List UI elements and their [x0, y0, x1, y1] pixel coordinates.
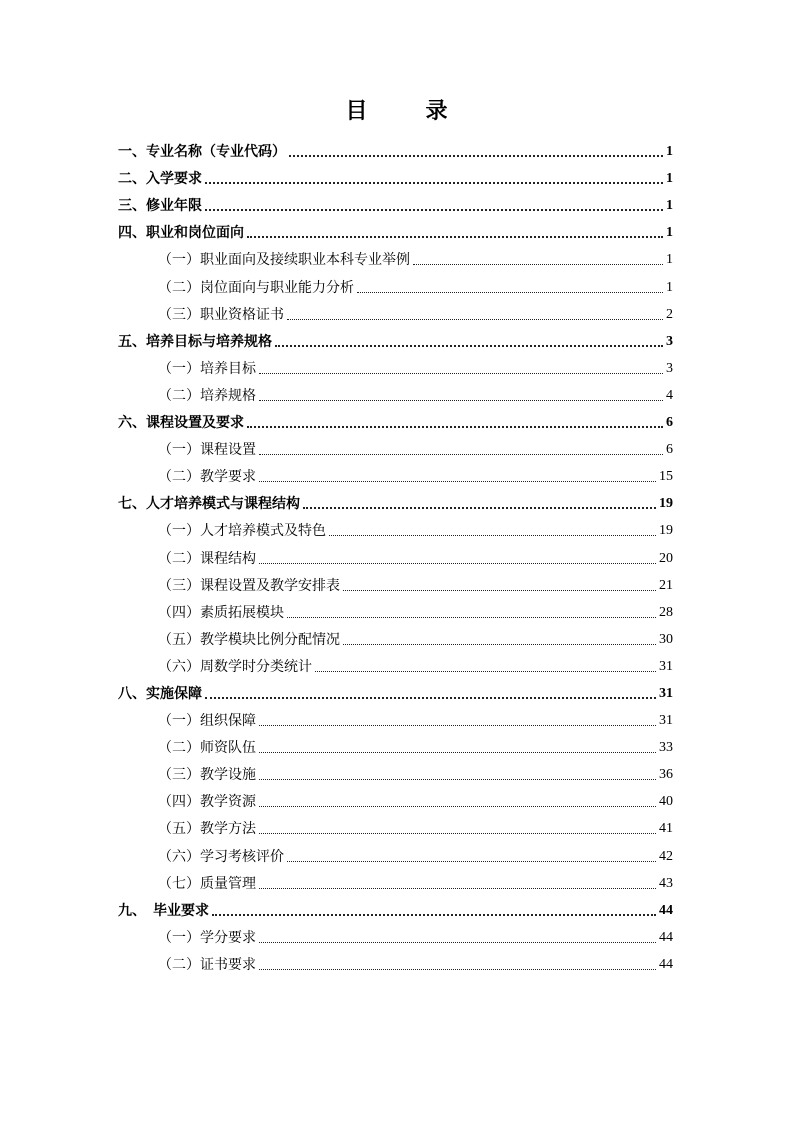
- toc-entry-label: （二）证书要求: [158, 956, 256, 973]
- toc-chapter-entry[interactable]: [118, 217, 673, 244]
- toc-section-entry[interactable]: [118, 759, 673, 786]
- toc-entry-label: 八、实施保障: [118, 685, 202, 702]
- toc-section-entry[interactable]: [118, 868, 673, 895]
- dot-leader: [205, 182, 663, 184]
- dot-leader: [259, 833, 656, 834]
- toc-page-number: 6: [666, 415, 673, 431]
- dot-leader: [289, 155, 663, 157]
- toc-page-number: 1: [666, 144, 673, 160]
- dot-leader: [259, 942, 656, 943]
- toc-chapter-entry[interactable]: [118, 190, 673, 217]
- dot-leader: [343, 590, 656, 591]
- toc-chapter-entry[interactable]: [118, 895, 673, 922]
- toc-entry-label: （二）教学要求: [158, 469, 256, 486]
- dot-leader: [303, 507, 656, 509]
- toc-page-number: 19: [659, 523, 673, 539]
- toc-section-entry[interactable]: [118, 949, 673, 976]
- toc-entry-label: 七、人才培养模式与课程结构: [118, 496, 300, 513]
- toc-page-number: 19: [659, 496, 673, 512]
- toc-section-entry[interactable]: [118, 651, 673, 678]
- toc-entry-label: （一）学分要求: [158, 929, 256, 946]
- toc-page-number: 42: [659, 848, 673, 864]
- toc-page-number: 43: [659, 875, 673, 891]
- toc-page-number: 28: [659, 604, 673, 620]
- toc-page-number: 36: [659, 767, 673, 783]
- toc-entry-label: 三、修业年限: [118, 198, 202, 215]
- toc-page-number: 31: [659, 658, 673, 674]
- toc-entry-label: 一、专业名称（专业代码）: [118, 144, 286, 161]
- toc-page-number: 40: [659, 794, 673, 810]
- toc-page-number: 3: [666, 333, 673, 349]
- toc-page-number: 21: [659, 577, 673, 593]
- dot-leader: [259, 400, 663, 401]
- toc-entry-label: （六）周数学时分类统计: [158, 658, 312, 675]
- toc-entry-label: （四）素质拓展模块: [158, 604, 284, 621]
- dot-leader: [287, 319, 663, 320]
- toc-entry-label: 四、职业和岗位面向: [118, 225, 244, 242]
- toc-page-number: 33: [659, 740, 673, 756]
- dot-leader: [259, 563, 656, 564]
- toc-entry-label: （四）教学资源: [158, 794, 256, 811]
- toc-section-entry[interactable]: [118, 705, 673, 732]
- toc-page-number: 44: [659, 929, 673, 945]
- toc-page-number: 1: [666, 252, 673, 268]
- toc-page-number: 44: [659, 902, 673, 918]
- dot-leader: [205, 697, 656, 699]
- toc-section-entry[interactable]: [118, 299, 673, 326]
- dot-leader: [259, 373, 663, 374]
- dot-leader: [247, 236, 663, 238]
- toc-section-entry[interactable]: [118, 840, 673, 867]
- dot-leader: [259, 779, 656, 780]
- toc-chapter-entry[interactable]: [118, 136, 673, 163]
- dot-leader: [259, 481, 656, 482]
- toc-entry-label: 五、培养目标与培养规格: [118, 333, 272, 350]
- toc-entry-label: （一）培养目标: [158, 360, 256, 377]
- toc-chapter-entry[interactable]: [118, 678, 673, 705]
- page-title: 目 录: [345, 98, 466, 124]
- toc-entry-label: （五）教学模块比例分配情况: [158, 631, 340, 648]
- dot-leader: [413, 264, 663, 265]
- toc-entry-label: （一）课程设置: [158, 442, 256, 459]
- dot-leader: [205, 209, 663, 211]
- toc-section-entry[interactable]: [118, 380, 673, 407]
- toc-section-entry[interactable]: [118, 353, 673, 380]
- toc-section-entry[interactable]: [118, 244, 673, 271]
- toc-entry-label: 二、入学要求: [118, 171, 202, 188]
- toc-section-entry[interactable]: [118, 515, 673, 542]
- dot-leader: [343, 644, 656, 645]
- dot-leader: [259, 806, 656, 807]
- toc-page-number: 1: [666, 171, 673, 187]
- dot-leader: [357, 292, 663, 293]
- toc-section-entry[interactable]: [118, 813, 673, 840]
- dot-leader: [275, 345, 663, 347]
- toc-entry-label: （二）岗位面向与职业能力分析: [158, 279, 354, 296]
- dot-leader: [259, 969, 656, 970]
- toc-page-number: 44: [659, 956, 673, 972]
- toc-page-number: 1: [666, 198, 673, 214]
- toc-section-entry[interactable]: [118, 732, 673, 759]
- toc-section-entry[interactable]: [118, 922, 673, 949]
- toc-page-number: 20: [659, 550, 673, 566]
- toc-entry-label: （三）教学设施: [158, 767, 256, 784]
- toc-entry-label: 九、 毕业要求: [118, 902, 209, 919]
- toc-section-entry[interactable]: [118, 597, 673, 624]
- toc-section-entry[interactable]: [118, 570, 673, 597]
- toc-chapter-entry[interactable]: [118, 326, 673, 353]
- dot-leader: [212, 914, 656, 916]
- toc-entry-label: （三）课程设置及教学安排表: [158, 577, 340, 594]
- dot-leader: [247, 426, 663, 428]
- toc-page-number: 1: [666, 279, 673, 295]
- toc-entry-label: （七）质量管理: [158, 875, 256, 892]
- toc-page-number: 41: [659, 821, 673, 837]
- toc-page-number: 30: [659, 631, 673, 647]
- dot-leader: [329, 535, 656, 536]
- dot-leader: [259, 888, 656, 889]
- toc-section-entry[interactable]: [118, 624, 673, 651]
- toc-page-number: 31: [659, 685, 673, 701]
- toc-page-number: 1: [666, 225, 673, 241]
- toc-entry-label: （五）教学方法: [158, 821, 256, 838]
- toc-chapter-entry[interactable]: [118, 163, 673, 190]
- dot-leader: [259, 725, 656, 726]
- toc-entry-label: （一）组织保障: [158, 713, 256, 730]
- toc-entry-label: （六）学习考核评价: [158, 848, 284, 865]
- toc-section-entry[interactable]: [118, 461, 673, 488]
- toc-page-number: 6: [666, 442, 673, 458]
- toc-entry-label: （二）师资队伍: [158, 740, 256, 757]
- toc-section-entry[interactable]: [118, 434, 673, 461]
- toc-entry-label: （三）职业资格证书: [158, 306, 284, 323]
- toc-section-entry[interactable]: [118, 786, 673, 813]
- table-of-contents: [118, 136, 673, 976]
- toc-page-number: 31: [659, 713, 673, 729]
- toc-entry-label: （二）培养规格: [158, 387, 256, 404]
- toc-page-number: 3: [666, 360, 673, 376]
- toc-chapter-entry[interactable]: [118, 407, 673, 434]
- toc-chapter-entry[interactable]: [118, 488, 673, 515]
- dot-leader: [287, 861, 656, 862]
- toc-entry-label: （一）人才培养模式及特色: [158, 523, 326, 540]
- dot-leader: [315, 671, 656, 672]
- toc-page-number: 4: [666, 387, 673, 403]
- dot-leader: [287, 617, 656, 618]
- toc-entry-label: 六、课程设置及要求: [118, 415, 244, 432]
- toc-section-entry[interactable]: [118, 542, 673, 569]
- toc-page-number: 15: [659, 469, 673, 485]
- toc-entry-label: （一）职业面向及接续职业本科专业举例: [158, 252, 410, 269]
- toc-page-number: 2: [666, 306, 673, 322]
- dot-leader: [259, 454, 663, 455]
- dot-leader: [259, 752, 656, 753]
- toc-entry-label: （二）课程结构: [158, 550, 256, 567]
- toc-section-entry[interactable]: [118, 271, 673, 298]
